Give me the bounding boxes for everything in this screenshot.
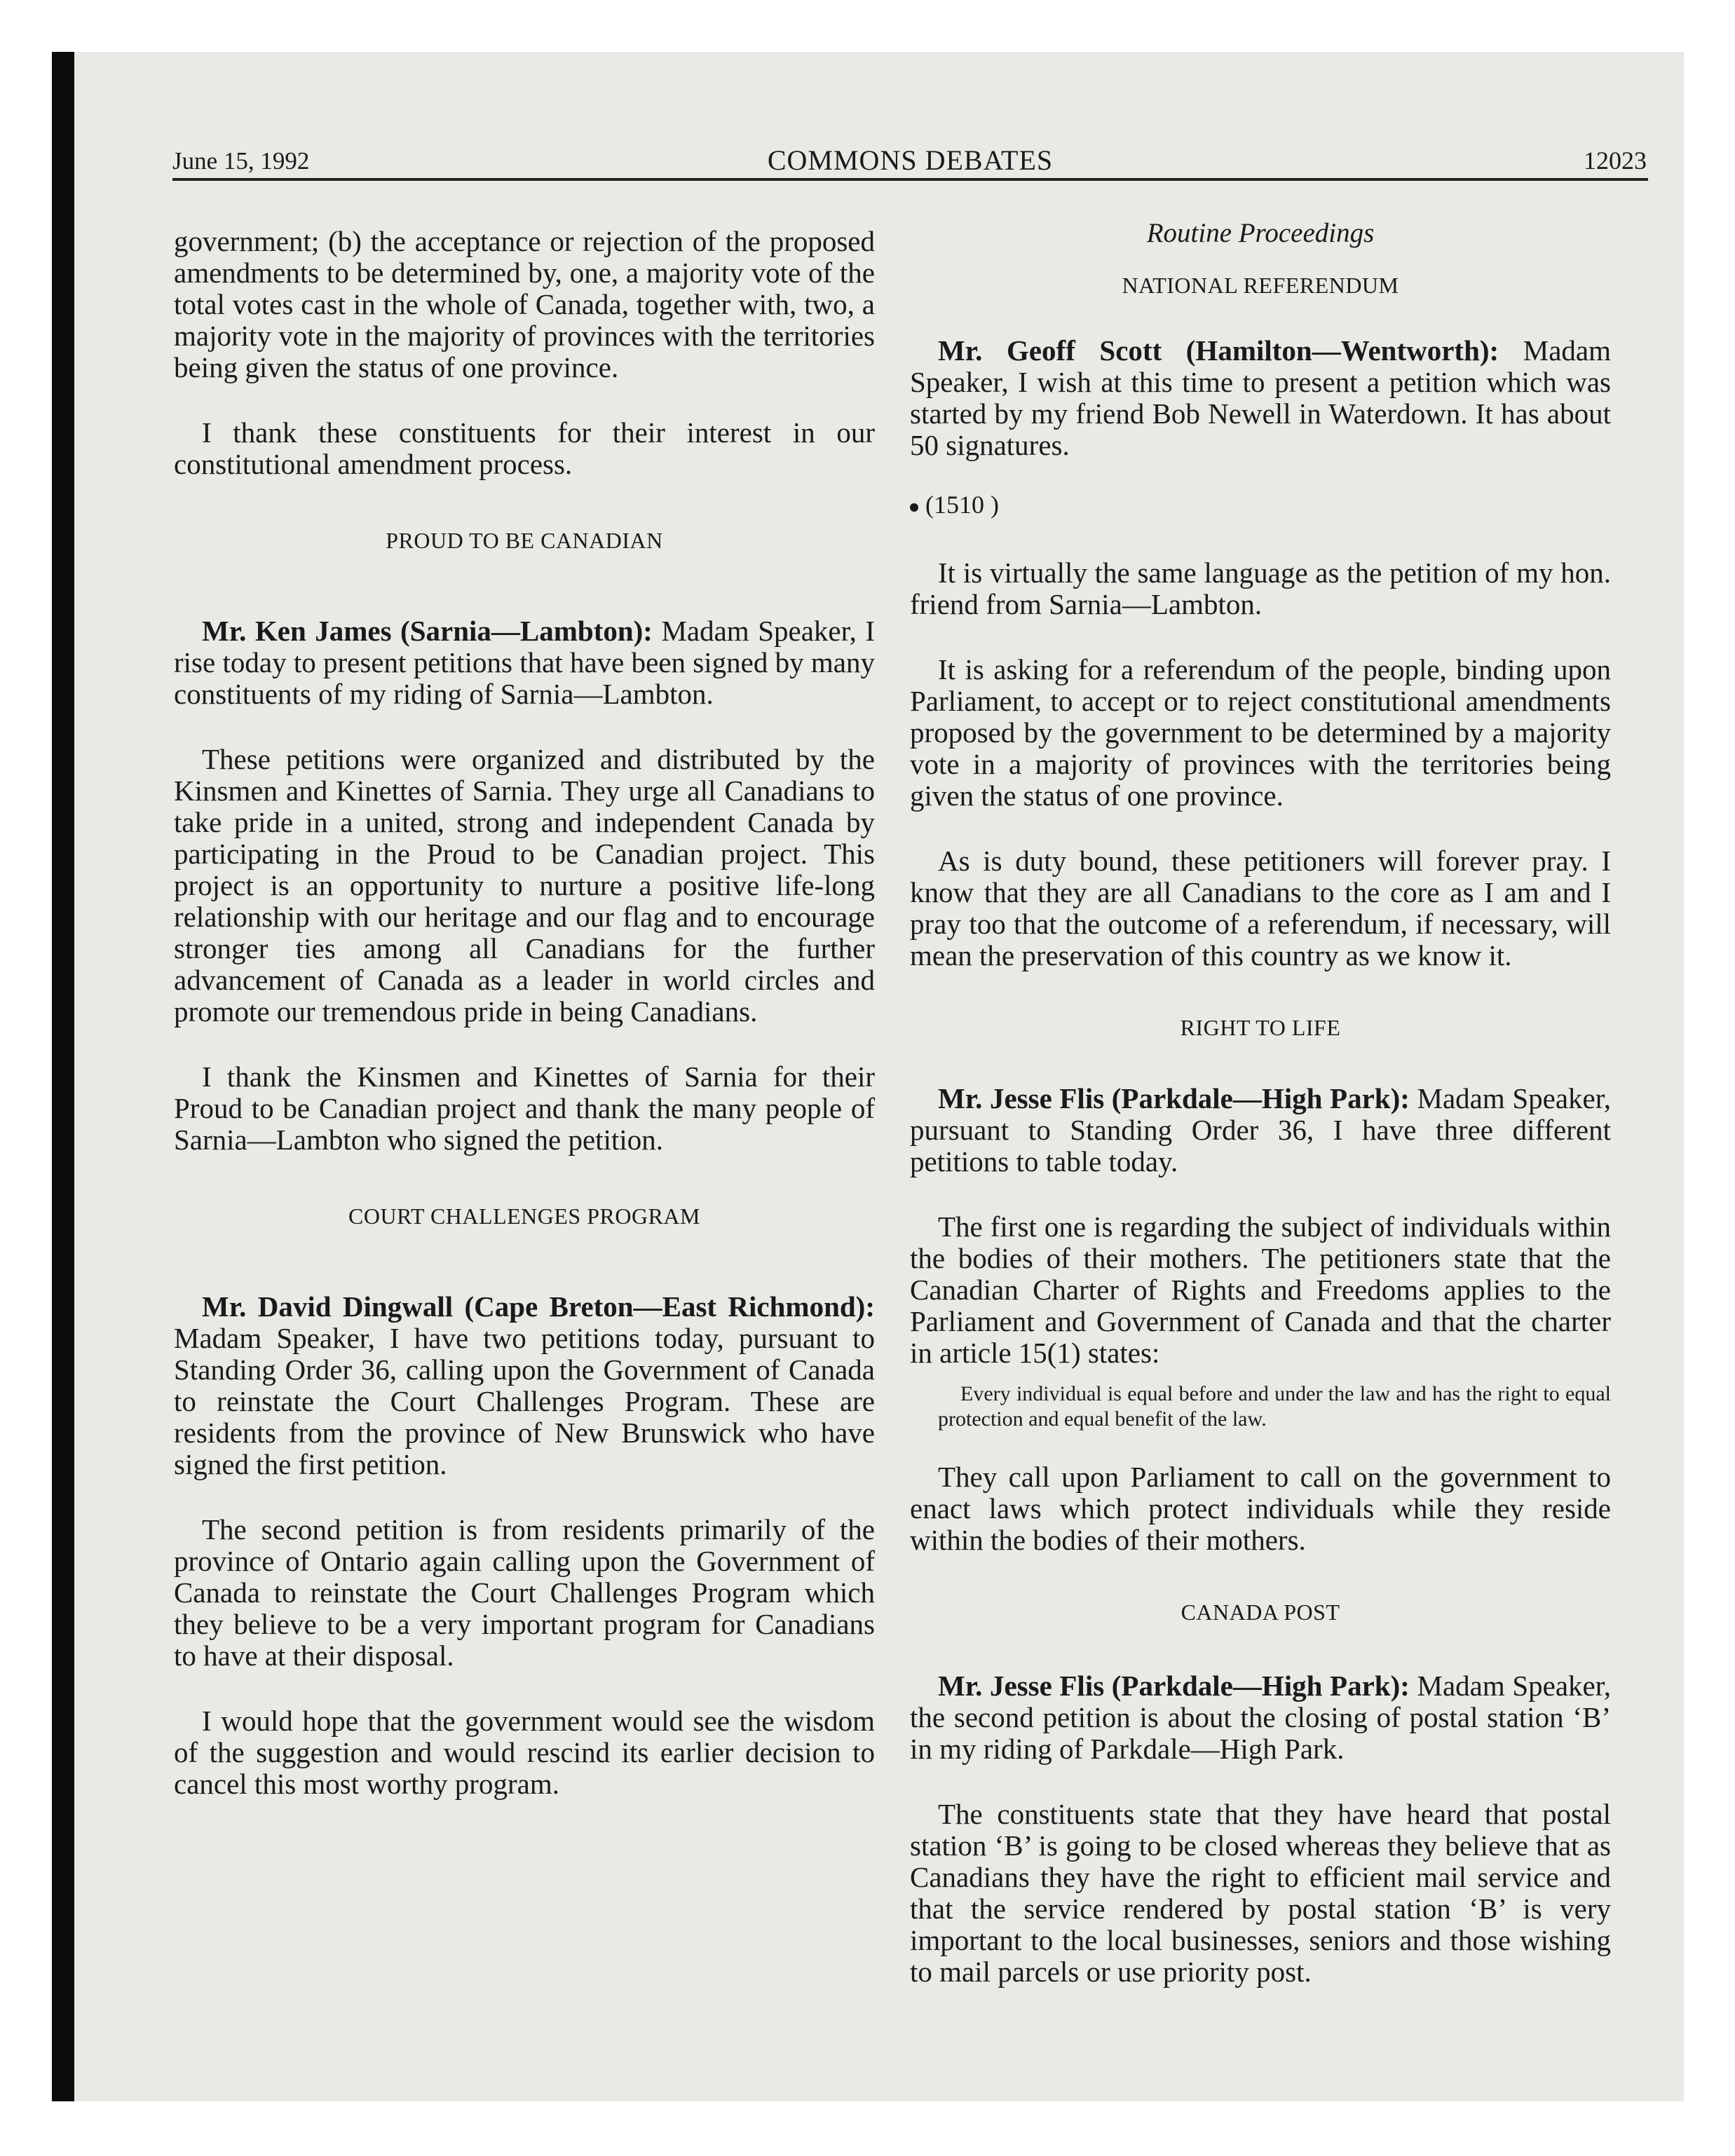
page-header <box>172 136 1648 181</box>
header-title: COMMONS DEBATES <box>767 144 1054 176</box>
paragraph: They call upon Parliament to call on the government to enact laws which protect individuals while they reside within the bodies of their mothers. <box>910 1461 1611 1556</box>
paragraph: government; (b) the acceptance or rejection of the proposed amendments to be determined by, one, a majority vote of the total votes cast in the whole of Canada, together with, two, a majority vote in the majority of provinces with the territories being given the status of one province. <box>174 225 875 383</box>
paragraph: It is asking for a referendum of the people, binding upon Parliament, to accept or to reject constitutional amendments proposed by the government to be determined by a majority vote in a majority of provinces with the territories being given the status of one province. <box>910 653 1611 812</box>
paragraph <box>910 335 1611 461</box>
speaker-name: Mr. Jesse Flis (Parkdale—High Park): <box>938 1082 1410 1114</box>
speaker-name: Mr. Ken James (Sarnia—Lambton): <box>202 615 653 647</box>
speaker-name: Mr. David Dingwall (Cape Breton—East Richmond): <box>202 1290 875 1323</box>
speech-text: Madam Speaker, pursuant to Standing Order 36, I have three different petitions to table today. <box>910 1082 1612 1178</box>
speech-text: Madam Speaker, the second petition is about the closing of postal station ‘B’ in my riding of Parkdale—High Park. <box>910 1670 1612 1765</box>
paragraph: These petitions were organized and distributed by the Kinsmen and Kinettes of Sarnia. They urge all Canadians to take pride in a united, strong and independent Canada by participating in the Proud to be Canadian project. This project is an opportunity to nurture a positive life-long relationship with our heritage and our flag and to encourage stronger ties among all Canadians for the further advancement of Canada as a leader in world circles and promote our tremendous pride in being Canadians. <box>174 743 875 1028</box>
time-marker <box>910 489 1611 521</box>
paragraph: I would hope that the government would see the wisdom of the suggestion and would rescind its earlier decision to cancel this most worthy program. <box>174 1705 875 1800</box>
speaker-name: Mr. Jesse Flis (Parkdale—High Park): <box>938 1670 1410 1702</box>
header-date: June 15, 1992 <box>172 147 310 175</box>
left-column <box>174 226 875 1834</box>
speaker-name: Mr. Geoff Scott (Hamilton—Wentworth): <box>938 334 1499 367</box>
paragraph: The second petition is from residents primarily of the province of Ontario again calling upon the Government of Canada to reinstate the Court Challenges Program which they believe to be a very important program for Canadians to have at their disposal. <box>174 1513 875 1672</box>
paragraph <box>910 1670 1611 1765</box>
binding-strip <box>52 52 74 2101</box>
document-page <box>52 52 1684 2101</box>
paragraph <box>174 615 875 710</box>
speech-text: Madam Speaker, I have two petitions today, pursuant to Standing Order 36, calling upon the Government of Canada to reinstate the Court Challenges Program. These are residents from the province of New Brunswick who have signed the first petition. <box>174 1322 875 1480</box>
paragraph: The constituents state that they have heard that postal station ‘B’ is going to be closed whereas they believe that as Canadians they have the right to efficient mail service and that the service rendered by postal station ‘B’ is very important to the local businesses, seniors and those wishing to mail parcels or use priority post. <box>910 1798 1611 1988</box>
timestamp-text: (1510 ) <box>925 491 999 519</box>
paragraph: The first one is regarding the subject of individuals within the bodies of their mothers. The petitioners state that the Canadian Charter of Rights and Freedoms applies to the Parliament and Government of Canada and that the charter in article 15(1) states: <box>910 1210 1611 1369</box>
block-quote: Every individual is equal before and under the law and has the right to equal protection and equal benefit of the law. <box>938 1382 1611 1431</box>
section-heading-right-to-life: RIGHT TO LIFE <box>1180 1015 1341 1040</box>
paragraph: It is virtually the same language as the petition of my hon. friend from Sarnia—Lambton. <box>910 557 1611 620</box>
section-heading-proud-to-be-canadian: PROUD TO BE CANADIAN <box>386 528 663 553</box>
paragraph: I thank these constituents for their interest in our constitutional amendment process. <box>174 416 875 480</box>
section-heading-canada-post: CANADA POST <box>1181 1599 1340 1625</box>
paragraph <box>910 1083 1611 1178</box>
section-heading-national-referendum: NATIONAL REFERENDUM <box>1122 273 1399 298</box>
paragraph <box>174 1291 875 1480</box>
bullet-icon <box>910 503 918 512</box>
section-heading-court-challenges-program: COURT CHALLENGES PROGRAM <box>348 1203 700 1229</box>
speech-text: Madam Speaker, I rise today to present petitions that have been signed by many constituents of my riding of Sarnia—Lambton. <box>174 615 875 710</box>
speech-text: Madam Speaker, I wish at this time to present a petition which was started by my friend Bob Newell in Waterdown. It has about 50 signatures. <box>910 334 1611 461</box>
header-page-number: 12023 <box>1584 146 1647 175</box>
right-column <box>910 217 1611 2021</box>
running-head: Routine Proceedings <box>1146 218 1375 248</box>
paragraph: I thank the Kinsmen and Kinettes of Sarnia for their Proud to be Canadian project and thank the many people of Sarnia—Lambton who signed the petition. <box>174 1060 875 1156</box>
paragraph: As is duty bound, these petitioners will forever pray. I know that they are all Canadians to the core as I am and I pray too that the outcome of a referendum, if necessary, will mean the preservation of this country as we know it. <box>910 845 1611 971</box>
